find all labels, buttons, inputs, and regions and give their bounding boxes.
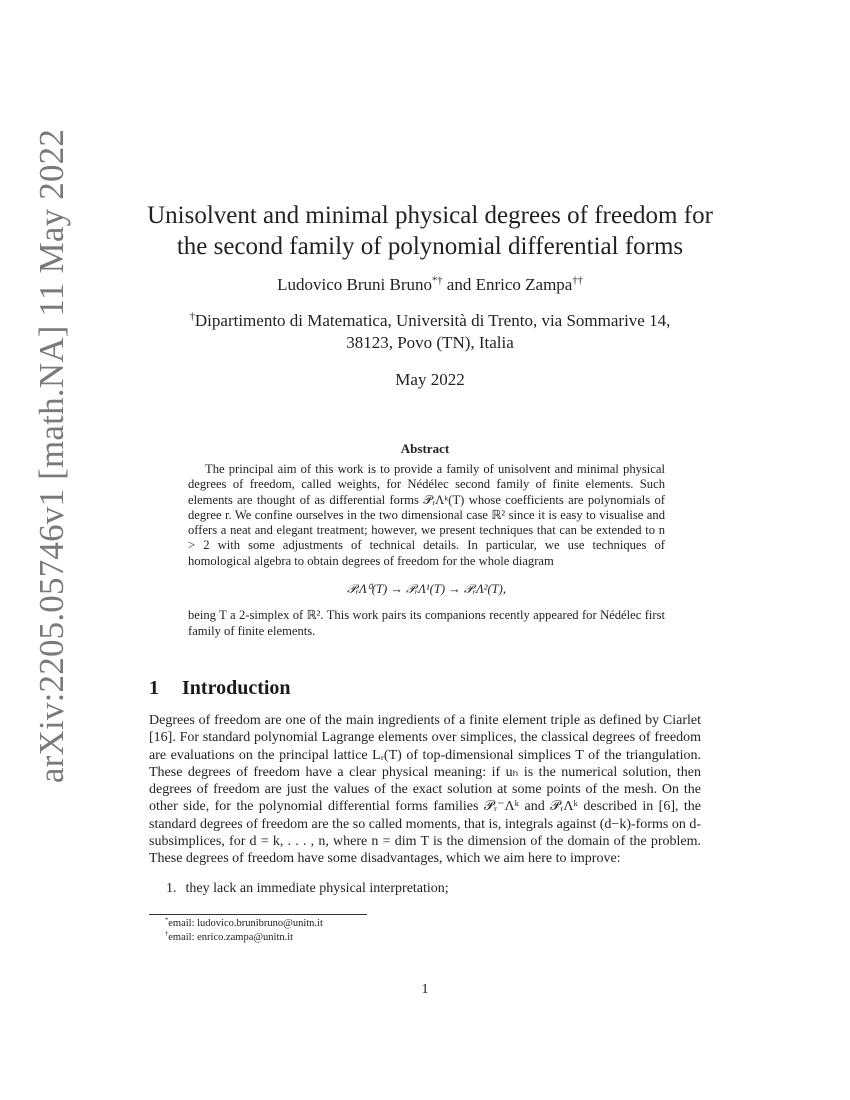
- title-line-2: the second family of polynomial differential forms: [176, 233, 684, 260]
- author-footnote-mark: *†: [432, 275, 443, 287]
- author-list: [140, 275, 720, 295]
- footnote-mark: *: [165, 916, 169, 924]
- footnote-text: email: enrico.zampa@unitn.it: [168, 931, 294, 943]
- footnote-text: email: ludovico.brunibruno@unitn.it: [168, 918, 323, 929]
- list-item-number: 1.: [166, 880, 177, 896]
- affiliation-line-1: Dipartimento di Matematica, Università di Trento, via Sommarive 14,: [194, 311, 671, 330]
- abstract-body: [188, 462, 665, 639]
- abstract-display-equation: 𝒫ᵣΛ⁰(T) → 𝒫ᵣΛ¹(T) → 𝒫ᵣΛ²(T),: [346, 582, 507, 597]
- footnotes: [165, 917, 323, 944]
- section-title: Introduction: [182, 677, 291, 699]
- affiliation-mark: †: [189, 311, 195, 323]
- arxiv-identifier: arXiv:2205.05746v1 [math.NA] 11 May 2022: [32, 128, 71, 784]
- author-name: Ludovico Bruni Bruno: [277, 275, 432, 294]
- abstract-paragraph-1: The principal aim of this work is to provide a family of unisolvent and minimal physical degrees of freedom, called weights, for Nédélec second family of finite elements. Such elements are thought of as differential forms 𝒫ᵣΛᵏ(T) whose coefficients are polynomials of degree r. We confine ourselves in the two dimensional case ℝ² since it is easy to visualise and offers a neat and elegant treatment; however, we present techniques that can be extended to n > 2 with some adjustments of technical details. In particular, we use techniques of homological algebra to obtain degrees of freedom for the whole diagram: [188, 462, 665, 568]
- abstract-heading: Abstract: [400, 441, 450, 456]
- disadvantages-list: [149, 880, 701, 897]
- footnote-mark: †: [165, 930, 169, 937]
- arxiv-watermark: [28, 128, 76, 784]
- introduction-body: [149, 712, 701, 897]
- list-item: [166, 880, 701, 897]
- footnote: [165, 931, 323, 945]
- affiliation-line-2: 38123, Povo (TN), Italia: [346, 333, 514, 352]
- author-footnote-mark: ††: [572, 275, 583, 287]
- footnote: [165, 917, 323, 931]
- section-number: 1: [149, 677, 159, 699]
- title-line-1: Unisolvent and minimal physical degrees of freedom for: [147, 202, 713, 229]
- author-name: Enrico Zampa: [475, 275, 573, 294]
- abstract-paragraph-2: being T a 2-simplex of ℝ². This work pairs its companions recently appeared for Nédélec first family of finite elements.: [188, 608, 665, 638]
- footnote-divider: [149, 914, 367, 915]
- list-item-text: they lack an immediate physical interpretation;: [185, 880, 449, 896]
- section-heading-introduction: [149, 677, 291, 700]
- affiliation: [140, 310, 720, 354]
- introduction-paragraph-1: Degrees of freedom are one of the main ingredients of a finite element triple as defined by Ciarlet [16]. For standard polynomial Lagrange elements over simplices, the classical degrees of freedom are evaluations on the principal lattice Lᵣ(T) of top-dimensional simplices T of the triangulation. These degrees of freedom have a clear physical meaning: if uₕ is the numerical solution, then degrees of freedom are just the values of the exact solution at some points of the mesh. On the other side, for the polynomial differential forms families 𝒫ᵣ⁻Λᵏ and 𝒫ᵣΛᵏ described in [6], the standard degrees of freedom are the so called moments, that is, integrals against (d−k)-forms on d-subsimplices, for d = k, . . . , n, where n = dim T is the dimension of the domain of the problem. These degrees of freedom have some disadvantages, which we aim here to improve:: [149, 713, 701, 867]
- page-number: 1: [421, 982, 429, 997]
- paper-title: [140, 200, 720, 262]
- authors-joiner: and: [446, 275, 472, 294]
- publication-date: May 2022: [395, 370, 465, 389]
